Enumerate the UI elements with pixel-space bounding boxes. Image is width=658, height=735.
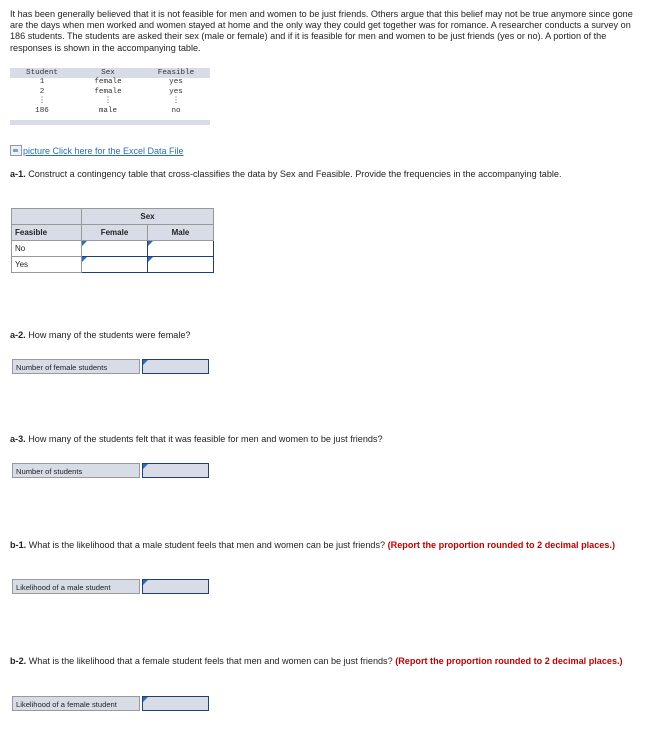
field-label: Number of students [12,463,140,478]
row-label-yes: Yes [12,257,82,273]
header-student: Student [26,69,58,77]
cell-feasible: yes [169,78,183,86]
field-label: Likelihood of a male student [12,579,140,594]
cell-sex: female [94,78,122,86]
table-row [10,88,210,98]
sample-data-table [10,68,210,125]
question-a3 [10,434,645,445]
answer-a2 [12,359,209,374]
male-col-header: Male [148,225,214,241]
answer-a3 [12,463,209,478]
sex-group-header: Sex [82,209,214,225]
flag-icon [143,464,148,469]
female-likelihood-input[interactable] [142,696,209,711]
cell-student: ⋮ [38,97,46,105]
corner-cell [12,209,82,225]
number-students-input[interactable] [142,463,209,478]
excel-data-link[interactable] [10,145,184,156]
female-students-input[interactable] [142,359,209,374]
table-row [10,78,210,88]
header-sex: Sex [101,69,115,77]
female-col-header: Female [82,225,148,241]
cell-student: 2 [39,87,45,96]
question-text: How many of the students felt that it was feasible for men and women to be just friends? [28,434,383,444]
question-text: What is the likelihood that a male student feels that men and women can be just friends? [28,540,386,550]
question-label: b-2. [10,656,27,666]
question-a2 [10,330,645,341]
field-label: Likelihood of a female student [12,696,140,711]
question-text: How many of the students were female? [28,330,191,340]
rounding-note: (Report the proportion rounded to 2 decimal places.) [395,656,623,666]
header-feasible: Feasible [157,69,195,77]
cell-feasible: yes [169,87,183,96]
table-footer-bar [10,120,210,125]
yes-male-input[interactable] [148,257,214,273]
flag-icon [143,580,148,585]
answer-b1 [12,579,209,594]
male-likelihood-input[interactable] [142,579,209,594]
no-male-input[interactable] [148,241,214,257]
flag-icon [143,697,148,702]
cell-sex: male [98,106,118,115]
cell-student: 1 [39,78,45,86]
question-text: Construct a contingency table that cross-classifies the data by Sex and Feasible. Provide the frequencies in the accompanying table. [28,169,562,179]
contingency-table [11,208,214,273]
cell-student: 186 [35,106,49,115]
question-label: b-1. [10,540,27,550]
table-row [10,107,210,117]
cell-feasible: ⋮ [172,97,180,105]
picture-icon [10,145,22,156]
question-b1 [10,540,645,551]
question-a1 [10,169,645,180]
flag-icon [82,257,87,262]
row-label-no: No [12,241,82,257]
cell-sex: female [94,87,122,96]
flag-icon [148,257,153,262]
cell-feasible: no [171,106,181,115]
table-row [10,97,210,107]
flag-icon [82,241,87,246]
question-label: a-3. [10,434,26,444]
answer-b2 [12,696,209,711]
question-label: a-1. [10,169,26,179]
excel-link-text[interactable]: picture Click here for the Excel Data File [23,145,184,156]
rounding-note: (Report the proportion rounded to 2 decimal places.) [387,540,615,550]
yes-female-input[interactable] [82,257,148,273]
feasible-row-header: Feasible [12,225,82,241]
problem-intro: It has been generally believed that it is not feasible for men and women to be just friends. Others argue that this belief may not be true anymore since gone are the days when men worked and women stayed at home and the only way they could get together was for romance. A researcher conducts a survey on 186 students. The students are asked their sex (male or female) and if it is feasible for men and women to be just friends (yes or no). A portion of the responses is shown in the accompanying table. [10,9,633,53]
question-label: a-2. [10,330,26,340]
flag-icon [148,241,153,246]
question-b2 [10,656,645,667]
cell-sex: ⋮ [104,97,112,105]
sample-table-header [10,68,210,78]
field-label: Number of female students [12,359,140,374]
flag-icon [143,360,148,365]
question-text: What is the likelihood that a female student feels that men and women can be just friends? [28,656,393,666]
no-female-input[interactable] [82,241,148,257]
